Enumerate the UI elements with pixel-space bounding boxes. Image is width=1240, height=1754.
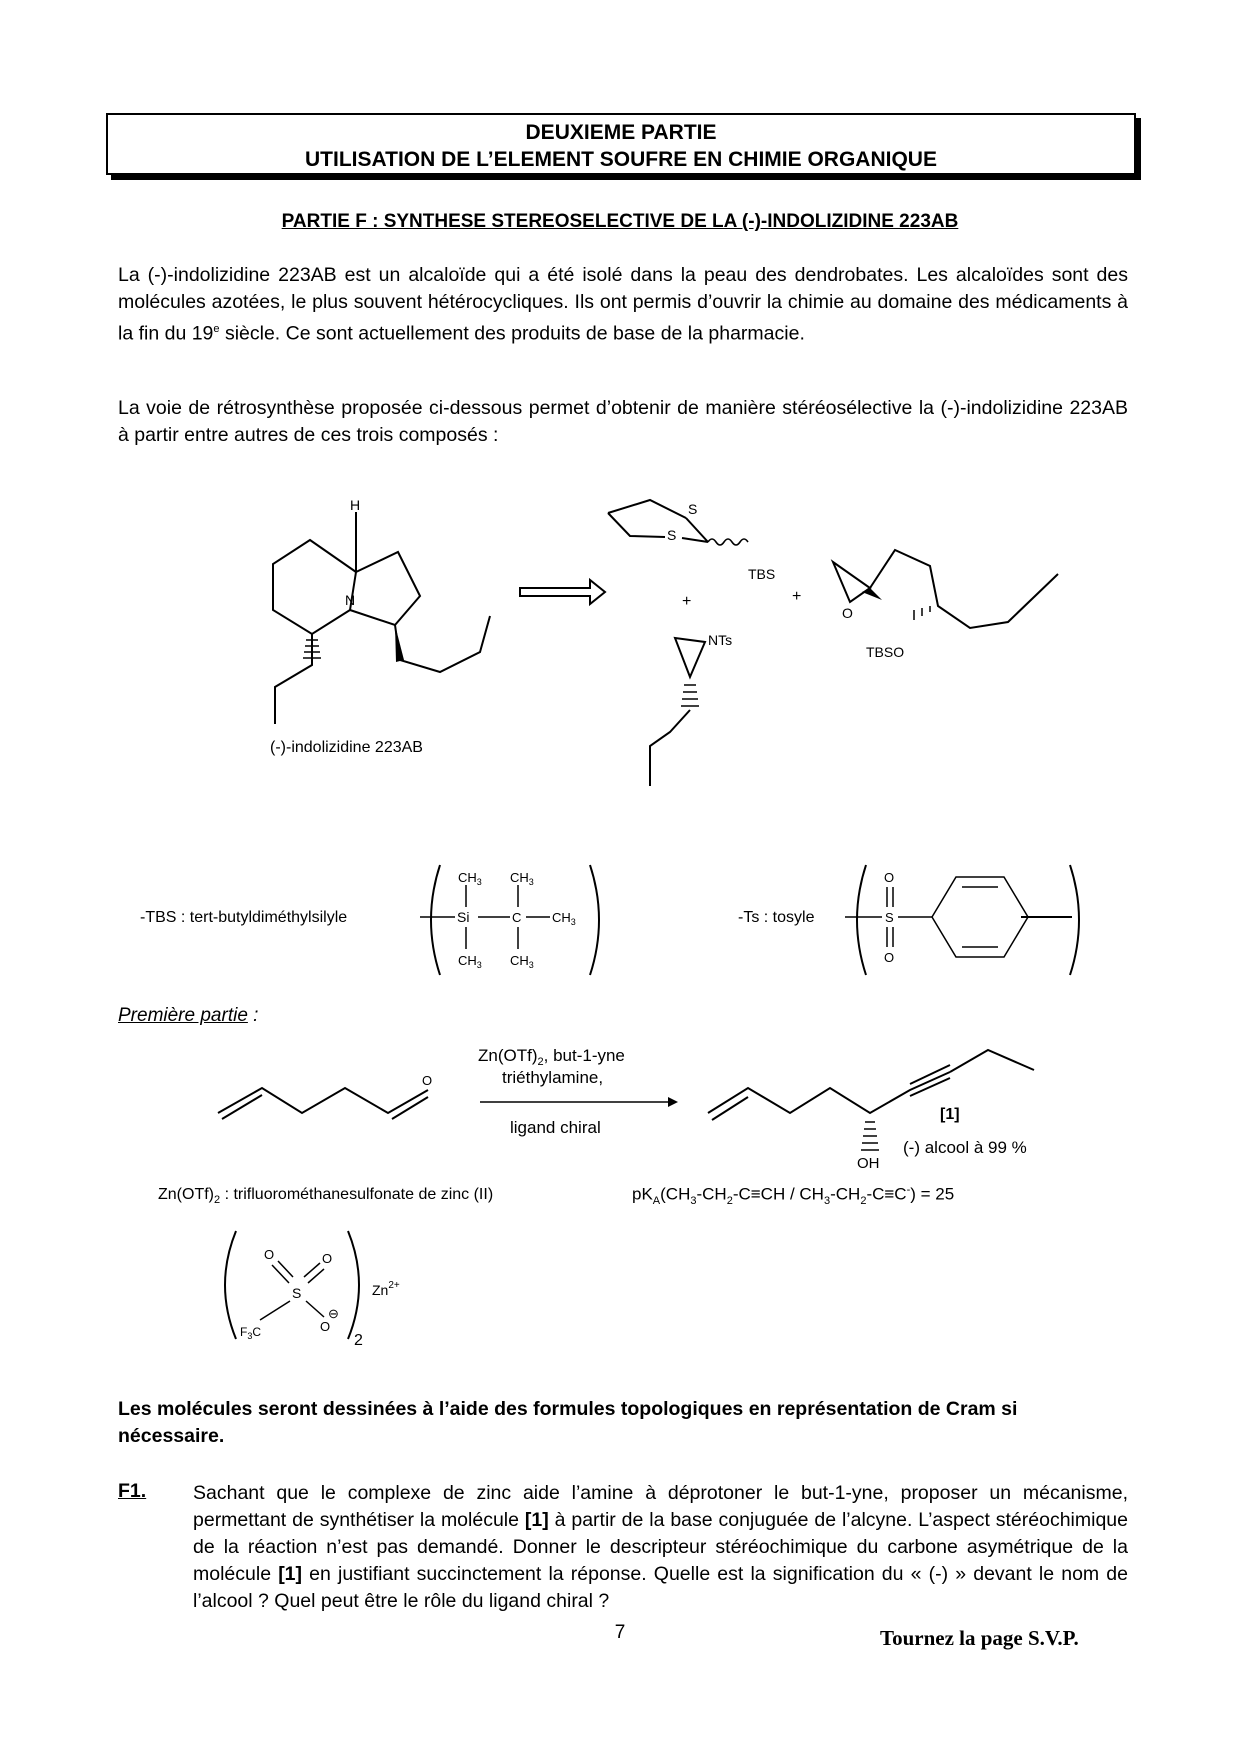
reagent-line3: ligand chiral (510, 1118, 601, 1137)
atom-s-2: S (667, 527, 677, 543)
intro-paragraph-1: La (-)-indolizidine 223AB est un alcaloïde qui a été isolé dans la peau des dendrobates. Les alcaloïdes sont des molécules azotées, le plus souvent hétérocycliques. Ils ont permis d’ouvrir la chimie au domaine des médicaments à la fin du 19e siècle. Ce sont actuellement des produits de base de la pharmacie. (118, 264, 1128, 345)
header-line2: UTILISATION DE L’ELEMENT SOUFRE EN CHIMIE ORGANIQUE (305, 148, 937, 171)
nts-label: NTs (708, 632, 733, 648)
wedge-bond-epoxide (862, 588, 882, 600)
ch3-3: $CH_3$ (552, 910, 576, 927)
product-structure (708, 1050, 1034, 1120)
product-oh: OH (857, 1155, 880, 1172)
tbs-definition: -TBS : tert-butyldiméthylsilyle (140, 909, 348, 926)
page-number: 7 (614, 1622, 626, 1643)
atom-h: H (350, 497, 361, 513)
ts-s: S (885, 910, 894, 925)
plus-2: + (792, 588, 802, 605)
minus-sign: ⊖ (328, 1306, 339, 1321)
product-number: [1] (940, 1106, 960, 1123)
group-definitions (0, 855, 1240, 985)
hash-bond-aziridine (681, 685, 699, 706)
atom-s-1: S (688, 501, 698, 517)
wedge-bond-c3 (395, 625, 404, 662)
part-title: PARTIE F : SYNTHESE STEREOSELECTIVE DE LA (-)-INDOLIZIDINE 223AB (281, 211, 959, 232)
ts-definition: -Ts : tosyle (738, 909, 815, 926)
turn-page-note: Tournez la page S.V.P. (880, 1626, 1079, 1650)
reagent-line1: $Zn(OTf)_2$, but-1-yne (478, 1046, 625, 1068)
aldehyde-o: O (422, 1073, 433, 1088)
dithiane-structure (608, 500, 748, 545)
paren-left-tbs (431, 865, 440, 975)
intro-paragraph-2: La voie de rétrosynthèse proposée ci-dessous permet d’obtenir de manière stéréosélective la (-)-indolizidine 223AB à partir entre autres de ces trois composés : (118, 397, 1128, 446)
hash-bond-otbs (914, 606, 930, 620)
zn-cation: $Zn^{2+}$ (372, 1280, 400, 1298)
paren-right-ts (1070, 865, 1079, 975)
paren-left-ts (857, 865, 866, 975)
paren-right-tbs (590, 865, 599, 975)
triflate-f3c: $F_3C$ (240, 1325, 262, 1341)
instruction: Les molécules seront dessinées à l’aide des formules topologiques en représentation de Cram si nécessaire. (118, 1398, 1018, 1447)
triflate-o-minus: O (320, 1319, 331, 1334)
si-atom: Si (457, 909, 470, 925)
reaction-arrow-head (668, 1097, 678, 1107)
ch3-5: $CH_3$ (510, 953, 534, 970)
triflate-o-2: O (322, 1251, 333, 1266)
triflate-o-1: O (264, 1247, 275, 1262)
c-atom: C (512, 910, 522, 925)
retrosynthesis-scheme (0, 480, 1240, 820)
aziridine-structure (650, 638, 705, 786)
tbso-label: TBSO (866, 644, 905, 660)
question-text: Sachant que le complexe de zinc aide l’amine à déprotoner le but-1-yne, proposer un mécanisme, permettant de synthétiser la molécule [1] à partir de la base conjuguée de l’alcyne. L’aspect stéréochimique de la réaction n’est pas demandé. Donner le descripteur stéréochimique du carbone asymétrique de la molécule [1] en justifiant succinctement la réponse. Quelle est la signification du « (-) » devant le nom de l’alcool ? Quel peut être le rôle du ligand chiral ? (193, 1482, 1128, 1612)
triflate-s: S (292, 1285, 302, 1301)
target-label: (-)-indolizidine 223AB (270, 739, 423, 756)
tbs-label: TBS (748, 566, 776, 582)
znotf-definition: $Zn(OTf)_2$ : trifluorométhanesulfonate de zinc (II) (158, 1186, 494, 1207)
ts-o-1: O (884, 870, 895, 885)
question-number: F1. (118, 1480, 147, 1502)
epoxide-structure (833, 550, 1058, 628)
product-description: (-) alcool à 99 % (903, 1138, 1027, 1157)
triflate-structure (200, 1225, 420, 1355)
atom-n: N (345, 592, 356, 608)
plus-1: + (682, 593, 692, 610)
indolizidine-structure (273, 512, 490, 724)
atom-o-epoxide: O (842, 605, 853, 621)
ch3-1: $CH_3$ (458, 870, 482, 887)
ch3-2: $CH_3$ (510, 870, 534, 887)
aldehyde-structure (218, 1088, 428, 1119)
ch3-4: $CH_3$ (458, 953, 482, 970)
subscript-two: 2 (354, 1332, 363, 1349)
header-line1: DEUXIEME PARTIE (525, 121, 717, 144)
premiere-partie-label: Première partie : (118, 1005, 259, 1026)
section-header (106, 113, 1136, 175)
reaction-scheme (0, 1040, 1240, 1180)
pka-statement: $pK_A(CH_3-CH_2-C\equiv CH / CH_3-CH_2-C\equiv C^-) = 25$ (632, 1184, 955, 1208)
hash-bond-oh (861, 1122, 879, 1150)
ts-o-2: O (884, 950, 895, 965)
retro-arrow (520, 580, 605, 604)
reagent-line2: triéthylamine, (502, 1068, 604, 1087)
